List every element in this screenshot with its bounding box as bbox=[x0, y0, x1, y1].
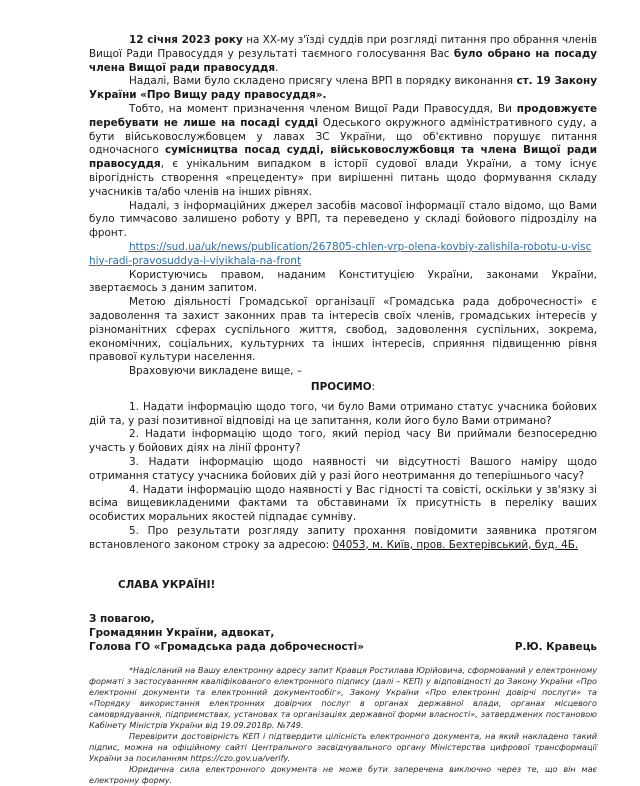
footnote-signature-notice: *Надісланий на Вашу електронну адресу запит Кравця Ростилава Юрійовича, сформований у електронному форматі з застосуванням кваліфікованого електронного підпису (далі – КЕП) у відповідності до Закону України «Про електронні документи та електронний документообіг», Закону України «Про електронні довірчі послуги» та «Порядку використання електронних довірчих послуг в органах державної влади, органах місцевого самоврядування, підприємствах, установах та організаціях державної форми власності», затверджених постановою Кабінету Міністрів України від 19.09.2018р. №749. bbox=[89, 664, 597, 730]
paragraph-considering: Враховуючи викладене вище, – bbox=[129, 365, 302, 378]
request-item: 4. Надати інформацію щодо наявності у Вас гідності та совісті, оскільки у зв'язку зі всіма вищевикладеними фактами та обставинами їх присутність в переліку ваших особистих моральних якостей підпадає сумніву. bbox=[89, 483, 597, 524]
law-reference: ст. 19 Закону України «Про Вищу раду правосуддя». bbox=[89, 75, 597, 102]
paragraph-text: на XX-му з'їзді суддів при розгляді питання про обрання членів Вищої Ради Правосуддя у результаті таємного голосування Вас bbox=[89, 34, 597, 60]
footnote-legal-force: Юридична сила електронного документа не може бути заперечена виключно через те, що він має електронну форму. bbox=[89, 763, 597, 785]
paragraph-text: , є унікальним випадком в історії судової влади України, а тому існує вірогідність створення «прецеденту» при вирішенні питань щодо формування складу учасників та/або членів на інших рівнях. bbox=[89, 158, 597, 198]
paragraph-oath bbox=[89, 75, 597, 103]
request-text: 5. Про результати розгляду запиту прохання повідомити заявника протягом встановленого законом строку за адресою: bbox=[89, 524, 597, 551]
signer-row bbox=[89, 641, 597, 655]
request-list bbox=[89, 401, 597, 553]
address: 04053, м. Київ, пров. Бехтерівський, буд. 4Б. bbox=[332, 538, 579, 551]
request-item: 2. Надати інформацію щодо того, який період часу Ви приймали безпосередню участь у бойових діях на лінії фронту? bbox=[89, 428, 597, 455]
regards: З повагою, bbox=[89, 613, 155, 626]
footnote-verify: Перевірити достовірність КЕП і підтвердити цілісність електронного документа, на який накладено такий підпис, можна на офіційному сайті Центрального засвідчувального органу Міністерства цифрової трансформації України за посиланням https://czo.gov.ua/verify. bbox=[89, 730, 597, 763]
request-item bbox=[89, 525, 597, 553]
paragraph-text: Тобто, на момент призначення членом Вищої Ради Правосуддя, Ви bbox=[129, 102, 517, 115]
paragraph-text: . bbox=[275, 61, 279, 74]
emphasis: продовжуєте перебувати не лише на посаді судді bbox=[89, 102, 597, 129]
heading-colon: : bbox=[371, 380, 376, 393]
election-emphasis: було обрано на посаду члена Вищої ради правосуддя bbox=[89, 47, 597, 74]
document-page bbox=[89, 34, 597, 786]
request-item: 3. Надати інформацію щодо наявності чи відсутності Вашого наміру щодо отримання статусу учасника бойових дій у разі його неотримання до теперішнього часу? bbox=[89, 455, 597, 482]
paragraph-media: Надалі, з інформаційних джерел засобів масової інформації стало відомо, що Вами було тимчасово залишено роботу у ВРП, та переведено у складі бойового підрозділу на фронт. bbox=[89, 199, 597, 240]
request-heading bbox=[89, 381, 597, 395]
paragraph-rights: Користуючись правом, наданим Конституцією України, законами України, звертаємось з даним запитом. bbox=[89, 268, 597, 295]
paragraph-text: Одеського окружного адміністративного суду, а бути військовослужбовцем у лавах ЗС України, що об'єктивно порушує питання одночасного bbox=[89, 116, 597, 157]
source-link[interactable]: https://sud.ua/uk/news/publication/267805-chlen-vrp-olena-kovbiy-zalishila-robotu-u-vischiy-radi-pravosuddya-i-viyikhala-na-front bbox=[89, 240, 592, 267]
request-item: 1. Надати інформацію щодо того, чи було Вами отримано статус учасника бойових дій та, у разі позитивної відповіді на це запитання, коли його було Вами отримано? bbox=[89, 400, 597, 427]
emphasis: сумісництва посад судді, військовослужбовця та члена Вищої ради правосуддя bbox=[89, 144, 597, 171]
link-paragraph bbox=[89, 241, 597, 269]
paragraph-text: Надалі, Вами було складено присягу члена ВРП в порядку виконання bbox=[129, 75, 517, 88]
signer-name: Р.Ю. Кравець bbox=[514, 640, 597, 653]
signature-block bbox=[89, 613, 597, 654]
heading-text: ПРОСИМО bbox=[310, 380, 372, 393]
signer-title-2: Голова ГО «Громадська рада доброчесності» bbox=[89, 640, 364, 653]
paragraph-election bbox=[89, 34, 597, 75]
paragraph-purpose: Метою діяльності Громадської організації «Громадська рада доброчесності» є задоволення та захист законних прав та інтересів своїх членів, громадських інтересів у різноманітних сферах суспільного життя, свобод, задоволення суспільних, зокрема, економічних, соціальних, культурних та інших інтересів, сприяння підвищенню рівня правової культури населення. bbox=[89, 296, 597, 364]
footnote bbox=[89, 665, 597, 786]
slogan: СЛАВА УКРАЇНІ! bbox=[118, 579, 216, 592]
paragraph-conflict bbox=[89, 103, 597, 200]
date-emphasis: 12 січня 2023 року bbox=[129, 34, 243, 46]
signer-title-1: Громадянин України, адвокат, bbox=[89, 627, 275, 640]
